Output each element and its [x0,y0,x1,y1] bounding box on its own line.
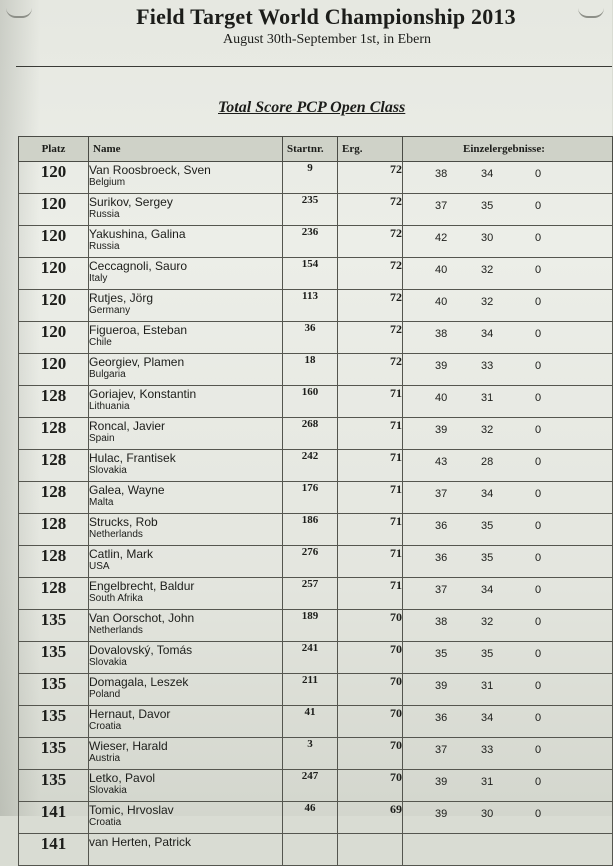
rank-cell: 128 [19,546,89,578]
start-number-cell: 160 [283,386,338,418]
start-number-cell: 186 [283,514,338,546]
individual-scores-cell [403,706,613,738]
individual-scores-cell [403,514,613,546]
table-row [19,162,613,194]
individual-scores-cell [403,322,613,354]
total-score-cell: 72 [338,162,403,194]
start-number-cell: 46 [283,802,338,834]
shooter-country: Italy [89,273,108,284]
round-score-2: 31 [481,392,494,404]
name-cell [89,418,283,450]
shooter-name: Tomic, Hrvoslav [89,803,174,817]
shooter-name: Goriajev, Konstantin [89,387,197,401]
column-header-erg: Erg. [338,137,403,162]
rank-cell: 120 [19,354,89,386]
total-score-cell: 71 [338,418,403,450]
round-score-3: 0 [535,744,542,756]
rank-cell: 141 [19,834,89,866]
round-score-1: 43 [435,456,448,468]
name-cell [89,738,283,770]
shooter-country: Poland [89,689,121,700]
round-score-2: 31 [481,776,494,788]
individual-scores-cell [403,674,613,706]
shooter-country: Croatia [89,817,122,828]
round-score-2: 32 [481,424,494,436]
rank-cell: 128 [19,418,89,450]
round-score-2: 30 [481,808,494,820]
total-score-cell: 71 [338,514,403,546]
results-body [19,162,613,866]
start-number-cell: 247 [283,770,338,802]
round-score-2: 33 [481,744,494,756]
rank-cell: 135 [19,706,89,738]
round-score-3: 0 [535,712,542,724]
round-score-2: 32 [481,296,494,308]
round-score-2: 35 [481,552,494,564]
shooter-name: Wieser, Harald [89,739,168,753]
total-score-cell: 72 [338,194,403,226]
name-cell [89,386,283,418]
round-score-1: 36 [435,712,448,724]
round-score-1: 39 [435,808,448,820]
round-score-3: 0 [535,616,542,628]
round-score-3: 0 [535,520,542,532]
round-score-3: 0 [535,424,542,436]
individual-scores-cell [403,834,613,866]
round-score-1: 37 [435,744,448,756]
shooter-name: van Herten, Patrick [89,835,192,849]
start-number-cell: 18 [283,354,338,386]
rank-cell: 128 [19,482,89,514]
round-score-1: 40 [435,264,448,276]
name-cell [89,610,283,642]
total-score-cell: 72 [338,226,403,258]
table-row [19,258,613,290]
round-score-3: 0 [535,360,542,372]
table-row [19,322,613,354]
section-title: Total Score PCP Open Class [218,99,406,116]
round-score-2: 32 [481,616,494,628]
name-cell [89,706,283,738]
table-row [19,642,613,674]
round-score-2: 35 [481,200,494,212]
name-cell [89,194,283,226]
shooter-country: Slovakia [89,465,127,476]
round-score-3: 0 [535,296,542,308]
table-row [19,482,613,514]
name-cell [89,354,283,386]
rank-cell: 135 [19,738,89,770]
round-score-1: 39 [435,680,448,692]
rank-cell: 128 [19,386,89,418]
start-number-cell: 211 [283,674,338,706]
rank-cell: 135 [19,642,89,674]
name-cell [89,802,283,834]
table-row [19,226,613,258]
shooter-name: Dovalovský, Tomás [89,643,193,657]
name-cell [89,578,283,610]
individual-scores-cell [403,386,613,418]
individual-scores-cell [403,546,613,578]
round-score-3: 0 [535,584,542,596]
total-score-cell: 70 [338,770,403,802]
individual-scores-cell [403,802,613,834]
rank-cell: 128 [19,514,89,546]
round-score-3: 0 [535,680,542,692]
round-score-3: 0 [535,456,542,468]
round-score-1: 36 [435,552,448,564]
round-score-3: 0 [535,328,542,340]
rank-cell: 128 [19,578,89,610]
individual-scores-cell [403,610,613,642]
round-score-1: 37 [435,584,448,596]
round-score-2: 33 [481,360,494,372]
name-cell [89,674,283,706]
header-divider [16,66,612,67]
shooter-country: Slovakia [89,785,127,796]
table-row [19,802,613,834]
round-score-2: 31 [481,680,494,692]
round-score-1: 38 [435,168,448,180]
total-score-cell [338,834,403,866]
individual-scores-cell [403,738,613,770]
shooter-country: South Afrika [89,593,143,604]
table-row [19,386,613,418]
column-header-name: Name [89,137,283,162]
individual-scores-cell [403,226,613,258]
individual-scores-cell [403,578,613,610]
total-score-cell: 71 [338,386,403,418]
results-table [18,136,613,866]
document-header [0,4,612,48]
name-cell [89,162,283,194]
start-number-cell: 236 [283,226,338,258]
rank-cell: 128 [19,450,89,482]
round-score-1: 42 [435,232,448,244]
table-row [19,418,613,450]
individual-scores-cell [403,418,613,450]
round-score-3: 0 [535,776,542,788]
start-number-cell: 189 [283,610,338,642]
shooter-country: Netherlands [89,625,143,636]
start-number-cell: 9 [283,162,338,194]
round-score-1: 39 [435,360,448,372]
round-score-2: 34 [481,488,494,500]
shooter-country: Russia [89,209,120,220]
individual-scores-cell [403,770,613,802]
round-score-3: 0 [535,392,542,404]
round-score-1: 38 [435,616,448,628]
shooter-country: Austria [89,753,121,764]
name-cell [89,546,283,578]
document-title: Field Target World Championship 2013 [136,4,516,29]
round-score-1: 37 [435,488,448,500]
shooter-name: Yakushina, Galina [89,227,186,241]
start-number-cell: 235 [283,194,338,226]
shooter-country: Spain [89,433,115,444]
document-subtitle: August 30th-September 1st, in Ebern [222,32,432,47]
shooter-name: Georgiev, Plamen [89,355,185,369]
shooter-country: Russia [89,241,120,252]
rank-cell: 141 [19,802,89,834]
round-score-1: 39 [435,424,448,436]
total-score-cell: 70 [338,706,403,738]
shooter-name: Surikov, Sergey [89,195,173,209]
name-cell [89,322,283,354]
total-score-cell: 70 [338,738,403,770]
name-cell [89,482,283,514]
start-number-cell: 257 [283,578,338,610]
shooter-name: Catlin, Mark [89,547,154,561]
round-score-2: 28 [481,456,494,468]
column-header-startnr: Startnr. [283,137,338,162]
total-score-cell: 69 [338,802,403,834]
round-score-2: 30 [481,232,494,244]
start-number-cell: 36 [283,322,338,354]
shooter-name: Galea, Wayne [89,483,165,497]
shooter-name: Strucks, Rob [89,515,158,529]
rank-cell: 135 [19,770,89,802]
round-score-1: 39 [435,776,448,788]
table-row [19,546,613,578]
shooter-country: Netherlands [89,529,143,540]
table-row [19,770,613,802]
name-cell [89,450,283,482]
round-score-2: 35 [481,648,494,660]
table-row [19,290,613,322]
shooter-name: Engelbrecht, Baldur [89,579,195,593]
round-score-3: 0 [535,808,542,820]
name-cell [89,258,283,290]
name-cell [89,290,283,322]
column-header-platz: Platz [19,137,89,162]
round-score-1: 40 [435,296,448,308]
shooter-country: Chile [89,337,112,348]
start-number-cell: 176 [283,482,338,514]
total-score-cell: 72 [338,354,403,386]
round-score-2: 32 [481,264,494,276]
round-score-3: 0 [535,648,542,660]
round-score-3: 0 [535,264,542,276]
rank-cell: 120 [19,162,89,194]
shooter-country: Lithuania [89,401,130,412]
name-cell [89,514,283,546]
individual-scores-cell [403,354,613,386]
table-row [19,674,613,706]
table-row [19,578,613,610]
round-score-2: 34 [481,168,494,180]
shooter-country: Bulgaria [89,369,126,380]
individual-scores-cell [403,482,613,514]
round-score-3: 0 [535,200,542,212]
round-score-2: 35 [481,520,494,532]
rank-cell: 120 [19,226,89,258]
round-score-1: 36 [435,520,448,532]
total-score-cell: 70 [338,674,403,706]
rank-cell: 135 [19,674,89,706]
individual-scores-cell [403,194,613,226]
name-cell [89,226,283,258]
start-number-cell: 276 [283,546,338,578]
table-row [19,450,613,482]
start-number-cell [283,834,338,866]
table-row [19,738,613,770]
round-score-2: 34 [481,584,494,596]
shooter-country: Germany [89,305,131,316]
total-score-cell: 72 [338,322,403,354]
start-number-cell: 242 [283,450,338,482]
round-score-1: 37 [435,200,448,212]
round-score-1: 38 [435,328,448,340]
shooter-name: Rutjes, Jörg [89,291,154,305]
total-score-cell: 71 [338,450,403,482]
table-row [19,194,613,226]
shooter-country: Malta [89,497,114,508]
rank-cell: 120 [19,290,89,322]
shooter-name: Ceccagnoli, Sauro [89,259,188,273]
total-score-cell: 70 [338,610,403,642]
total-score-cell: 72 [338,258,403,290]
round-score-3: 0 [535,168,542,180]
individual-scores-cell [403,258,613,290]
individual-scores-cell [403,642,613,674]
table-row [19,514,613,546]
shooter-name: Hernaut, Davor [89,707,171,721]
start-number-cell: 113 [283,290,338,322]
table-row [19,706,613,738]
shooter-name: Letko, Pavol [89,771,156,785]
total-score-cell: 70 [338,642,403,674]
shooter-name: Figueroa, Esteban [89,323,188,337]
round-score-1: 35 [435,648,448,660]
total-score-cell: 71 [338,482,403,514]
table-row [19,610,613,642]
total-score-cell: 71 [338,578,403,610]
start-number-cell: 3 [283,738,338,770]
table-row [19,354,613,386]
shooter-country: Belgium [89,177,126,188]
round-score-3: 0 [535,552,542,564]
round-score-3: 0 [535,232,542,244]
start-number-cell: 154 [283,258,338,290]
table-header-row [19,137,613,162]
total-score-cell: 71 [338,546,403,578]
shooter-country: USA [89,561,110,572]
shooter-name: Van Oorschot, John [89,611,195,625]
round-score-2: 34 [481,712,494,724]
shooter-country: Croatia [89,721,122,732]
column-header-einzelergebnisse: Einzelergebnisse: [403,137,613,162]
round-score-3: 0 [535,488,542,500]
round-score-2: 34 [481,328,494,340]
rank-cell: 135 [19,610,89,642]
name-cell [89,642,283,674]
name-cell [89,770,283,802]
rank-cell: 120 [19,258,89,290]
shooter-name: Hulac, Frantisek [89,451,176,465]
name-cell [89,834,283,866]
rank-cell: 120 [19,322,89,354]
start-number-cell: 268 [283,418,338,450]
total-score-cell: 72 [338,290,403,322]
shooter-name: Roncal, Javier [89,419,166,433]
shooter-name: Domagala, Leszek [89,675,189,689]
individual-scores-cell [403,290,613,322]
start-number-cell: 241 [283,642,338,674]
table-row [19,834,613,866]
round-score-1: 40 [435,392,448,404]
shooter-country: Slovakia [89,657,127,668]
individual-scores-cell [403,450,613,482]
rank-cell: 120 [19,194,89,226]
individual-scores-cell [403,162,613,194]
shooter-name: Van Roosbroeck, Sven [89,163,211,177]
start-number-cell: 41 [283,706,338,738]
